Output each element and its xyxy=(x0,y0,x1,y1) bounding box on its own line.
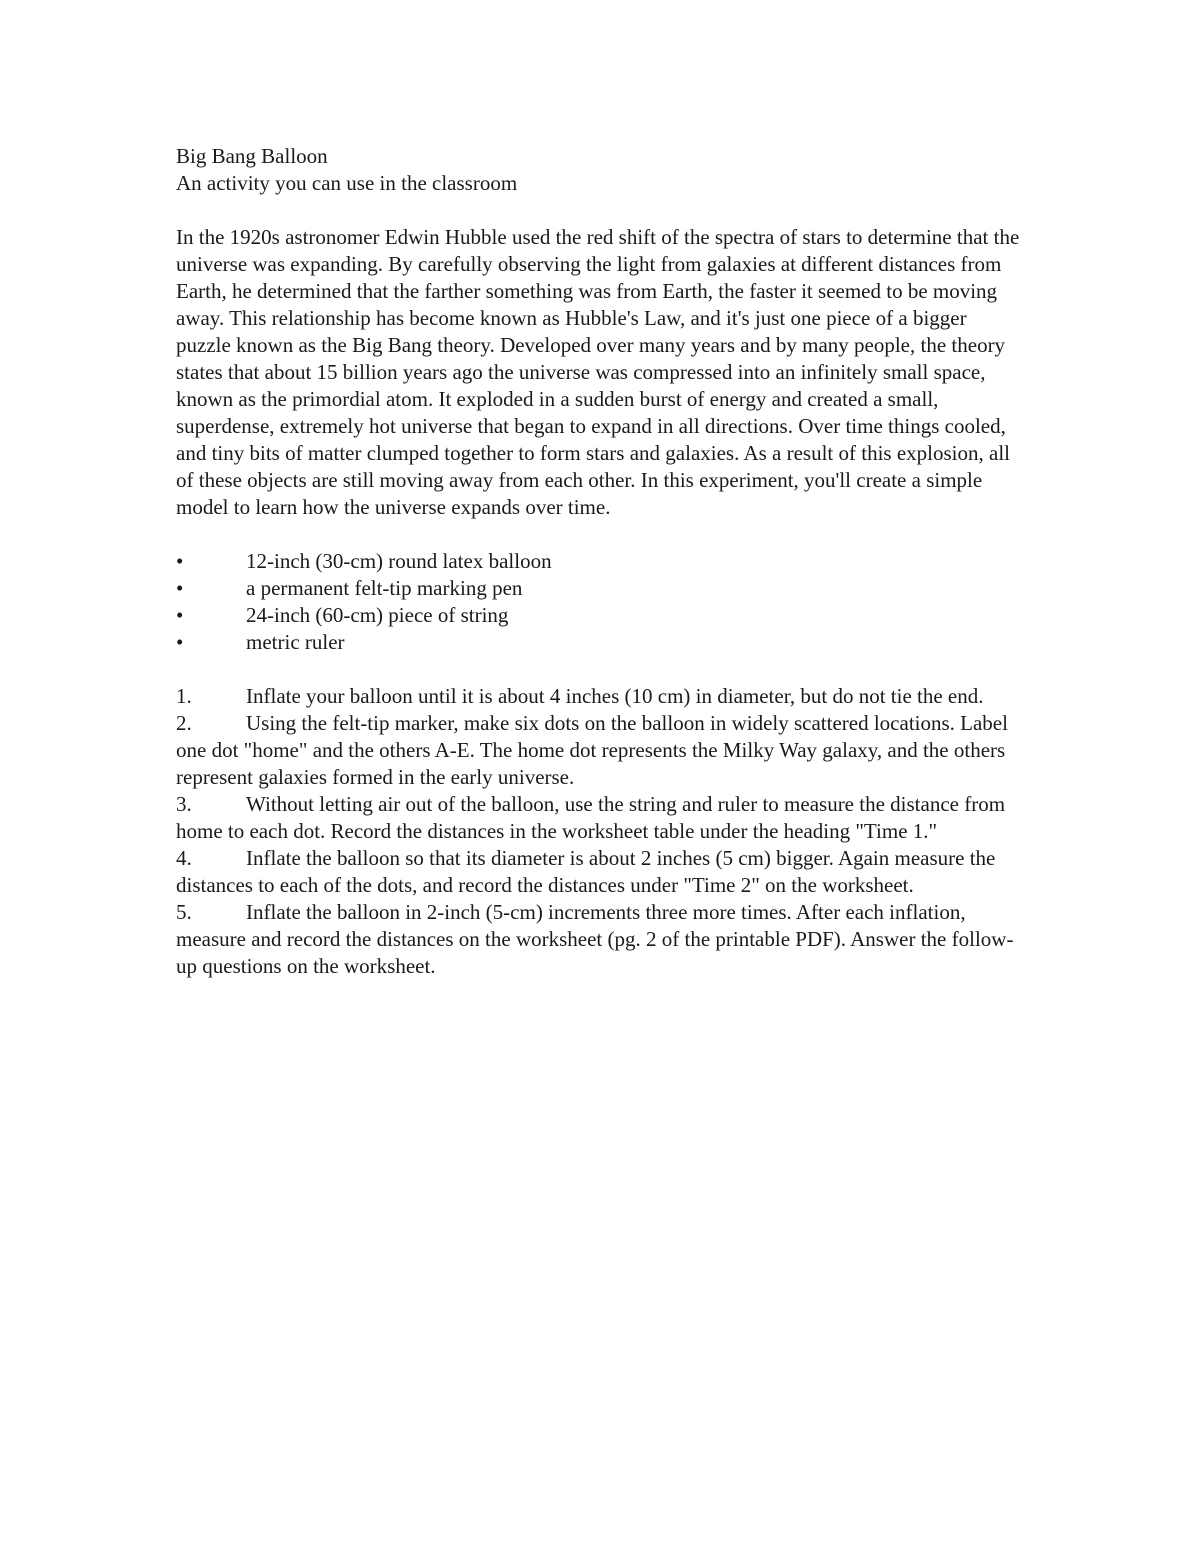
step-item xyxy=(176,683,1026,710)
step-number: 4. xyxy=(176,846,192,870)
document-title: Big Bang Balloon xyxy=(176,144,328,168)
material-text: 12-inch (30-cm) round latex balloon xyxy=(246,549,552,573)
bullet-icon: • xyxy=(176,603,184,627)
intro-paragraph: In the 1920s astronomer Edwin Hubble used the red shift of the spectra of stars to determine that the universe was expanding. By carefully observing the light from galaxies at different distances from Earth, he determined that the farther something was from Earth, the faster it seemed to be moving away. This relationship has become known as Hubble's Law, and it's just one piece of a bigger puzzle known as the Big Bang theory. Developed over many years and by many people, the theory states that about 15 billion years ago the universe was compressed into an infinitely small space, known as the primordial atom. It exploded in a sudden burst of energy and created a small, superdense, extremely hot universe that began to expand in all directions. Over time things cooled, and tiny bits of matter clumped together to form stars and galaxies. As a result of this explosion, all of these objects are still moving away from each other. In this experiment, you'll create a simple model to learn how the universe expands over time. xyxy=(176,225,1020,519)
material-text: metric ruler xyxy=(246,630,345,654)
document-body xyxy=(176,143,1026,980)
list-item xyxy=(176,575,1026,602)
step-text: Without letting air out of the balloon, use the string and ruler to measure the distance from home to each dot. Record the distances in the worksheet table under the heading "Time 1." xyxy=(176,792,1006,843)
step-number: 2. xyxy=(176,711,192,735)
step-number: 5. xyxy=(176,900,192,924)
list-item xyxy=(176,602,1026,629)
step-item xyxy=(176,845,1026,899)
bullet-icon: • xyxy=(176,630,184,654)
step-text: Inflate your balloon until it is about 4 inches (10 cm) in diameter, but do not tie the end. xyxy=(246,684,984,708)
material-text: 24-inch (60-cm) piece of string xyxy=(246,603,509,627)
bullet-icon: • xyxy=(176,576,184,600)
document-subtitle: An activity you can use in the classroom xyxy=(176,171,518,195)
step-text: Inflate the balloon so that its diameter is about 2 inches (5 cm) bigger. Again measure the distances to each of the dots, and record the distances under "Time 2" on the worksheet. xyxy=(176,846,996,897)
step-number: 3. xyxy=(176,792,192,816)
material-text: a permanent felt-tip marking pen xyxy=(246,576,523,600)
step-item xyxy=(176,710,1026,791)
list-item xyxy=(176,548,1026,575)
step-item xyxy=(176,791,1026,845)
list-item xyxy=(176,629,1026,656)
step-text: Inflate the balloon in 2-inch (5-cm) increments three more times. After each inflation, measure and record the distances on the worksheet (pg. 2 of the printable PDF). Answer the follow-up questions on the worksheet. xyxy=(176,900,1014,978)
step-text: Using the felt-tip marker, make six dots on the balloon in widely scattered locations. Label one dot "home" and the others A-E. The home dot represents the Milky Way galaxy, and the others represent galaxies formed in the early universe. xyxy=(176,711,1008,789)
step-item xyxy=(176,899,1026,980)
steps-list xyxy=(176,683,1026,980)
step-number: 1. xyxy=(176,684,192,708)
bullet-icon: • xyxy=(176,549,184,573)
materials-list xyxy=(176,548,1026,656)
